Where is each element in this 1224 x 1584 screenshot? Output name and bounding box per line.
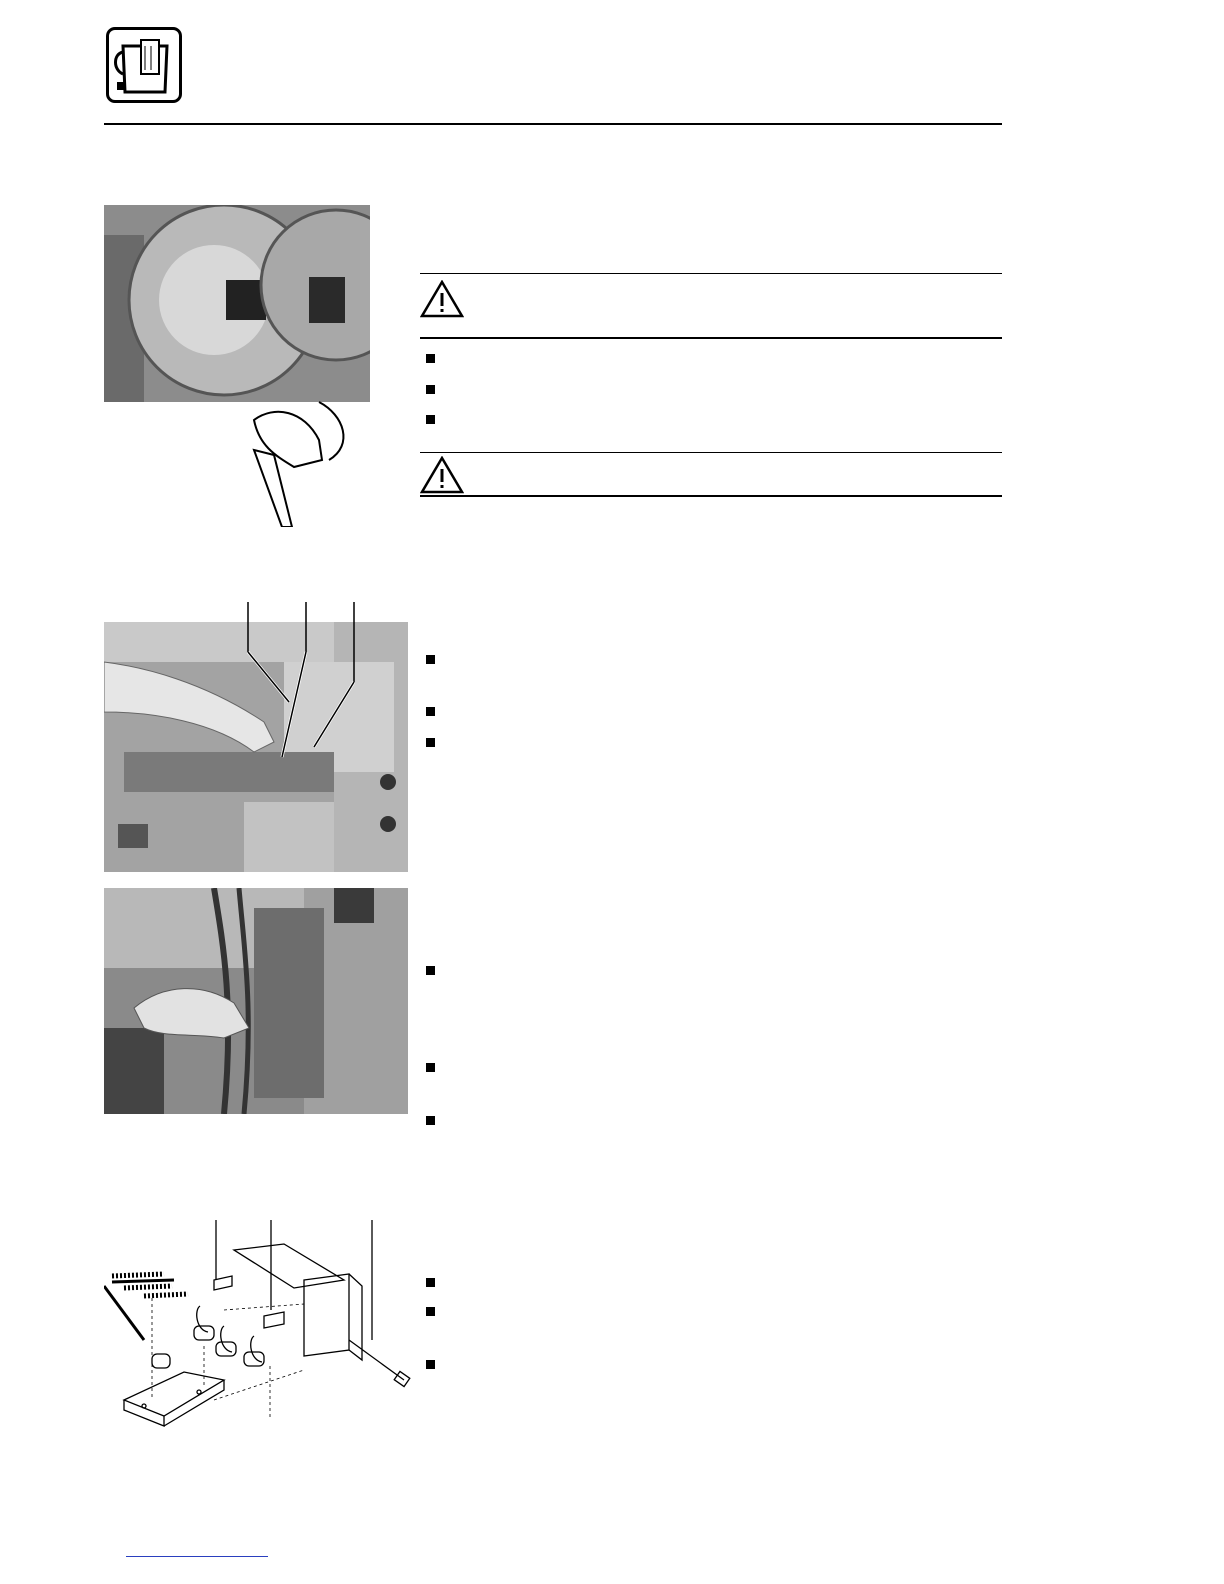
- bullet-marker: [426, 1307, 435, 1316]
- cleaning-bucket-icon: [106, 27, 182, 103]
- feed-roller-photo: [104, 602, 408, 872]
- bullet-marker: [426, 354, 435, 363]
- bullet-marker: [426, 1063, 435, 1072]
- bullet-marker: [426, 655, 435, 664]
- bullet-marker: [426, 738, 435, 747]
- bullet-marker: [426, 707, 435, 716]
- warning-triangle-icon: [420, 456, 464, 494]
- warning-bottom-rule: [420, 337, 1002, 339]
- warning-top-rule: [420, 452, 1002, 453]
- bullet-marker: [426, 966, 435, 975]
- exploded-parts-diagram: [104, 1220, 414, 1440]
- cutting-head-photo: [104, 205, 370, 527]
- hose-block-photo: [104, 888, 408, 1114]
- header-divider: [104, 123, 1002, 125]
- warning-bottom-rule: [420, 495, 1002, 497]
- bullet-marker: [426, 385, 435, 394]
- warning-triangle-icon: [420, 280, 464, 318]
- bullet-marker: [426, 1278, 435, 1287]
- warning-top-rule: [420, 273, 1002, 274]
- bullet-marker: [426, 415, 435, 424]
- footer-link[interactable]: [126, 1556, 268, 1557]
- bullet-marker: [426, 1360, 435, 1369]
- bullet-marker: [426, 1116, 435, 1125]
